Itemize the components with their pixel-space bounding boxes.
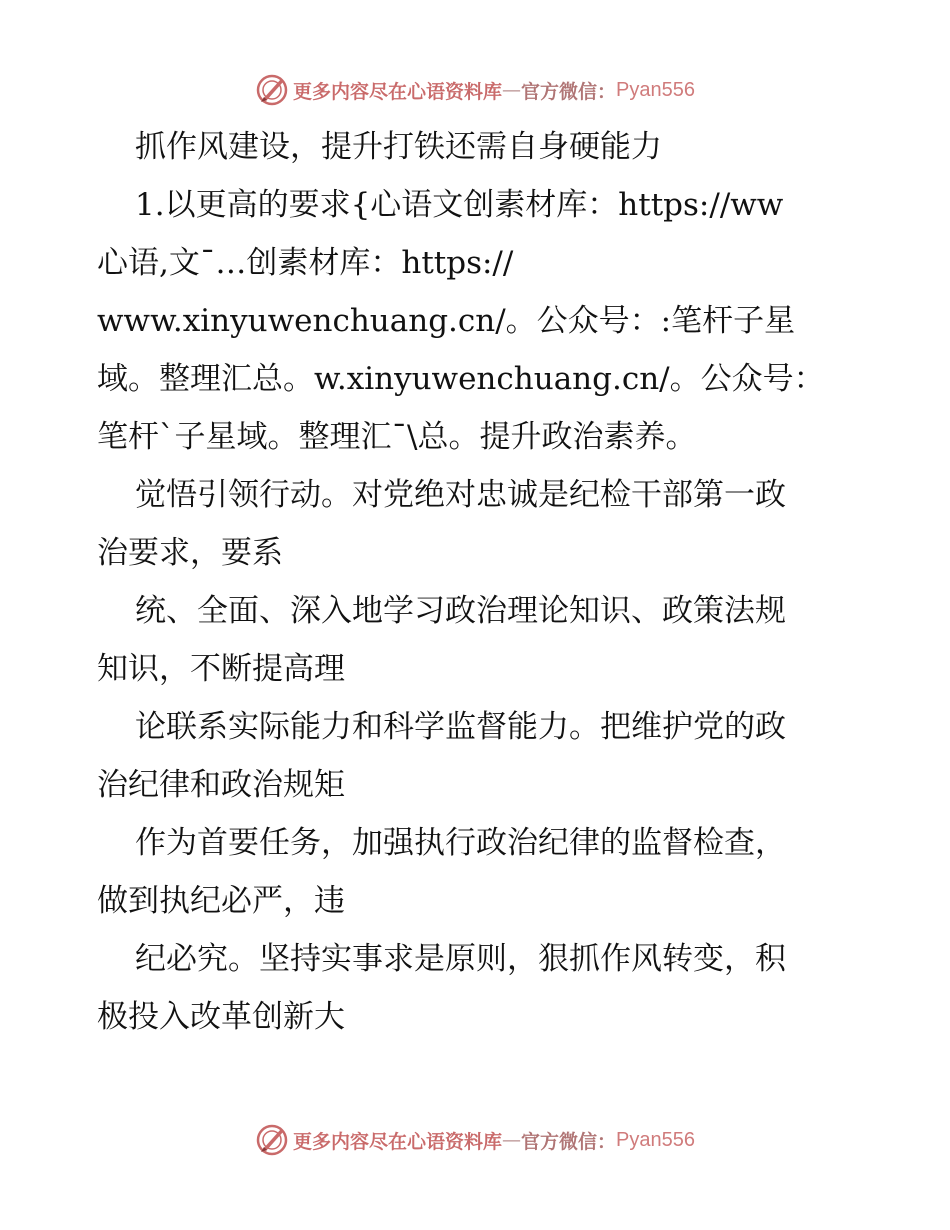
watermark-official-label: 官方微信： [521,1130,617,1153]
paragraph-line: 治要求，要系 [97,535,283,571]
paragraph-line: 极投入改革创新大 [97,999,345,1035]
watermark-separator: — [502,1129,522,1151]
paragraph-line: 作为首要任务，加强执行政治纪律的监督检查， [135,825,786,861]
quill-circle-logo-icon [255,1123,289,1157]
paragraph-line: 心语,文¯…创素材库：https:// [97,245,514,281]
paragraph-line: 知识，不断提高理 [97,651,345,687]
paragraph-line: 1.以更高的要求{心语文创素材库：https://ww [135,187,784,223]
paragraph-line: 笔杆`子星域。整理汇¯\总。提升政治素养。 [97,419,697,455]
paragraph-line: 论联系实际能力和科学监督能力。把维护党的政 [135,709,786,745]
header-watermark [0,70,950,110]
watermark-main-text: 更多内容尽在心语资料库 [293,80,503,103]
document-body [97,118,857,1046]
watermark-official-label: 官方微信： [521,80,617,103]
paragraph-line: 做到执纪必严，违 [97,883,345,919]
document-title-line: 抓作风建设，提升打铁还需自身硬能力 [135,129,662,165]
footer-watermark [0,1120,950,1160]
paragraph-line: www.xinyuwenchuang.cn/。公众号：:笔杆子星 [97,303,796,339]
watermark-wechat-id: Pyan556 [616,1128,695,1151]
paragraph-line: 统、全面、深入地学习政治理论知识、政策法规 [135,593,786,629]
paragraph-line: 治纪律和政治规矩 [97,767,345,803]
paragraph-line: 域。整理汇总。w.xinyuwenchuang.cn/。公众号： [97,361,825,397]
paragraph-line: 觉悟引领行动。对党绝对忠诚是纪检干部第一政 [135,477,786,513]
watermark-wechat-id: Pyan556 [616,78,695,101]
paragraph-line: 纪必究。坚持实事求是原则，狠抓作风转变，积 [135,941,786,977]
quill-circle-logo-icon [255,73,289,107]
watermark-main-text: 更多内容尽在心语资料库 [293,1130,503,1153]
watermark-separator: — [502,79,522,101]
